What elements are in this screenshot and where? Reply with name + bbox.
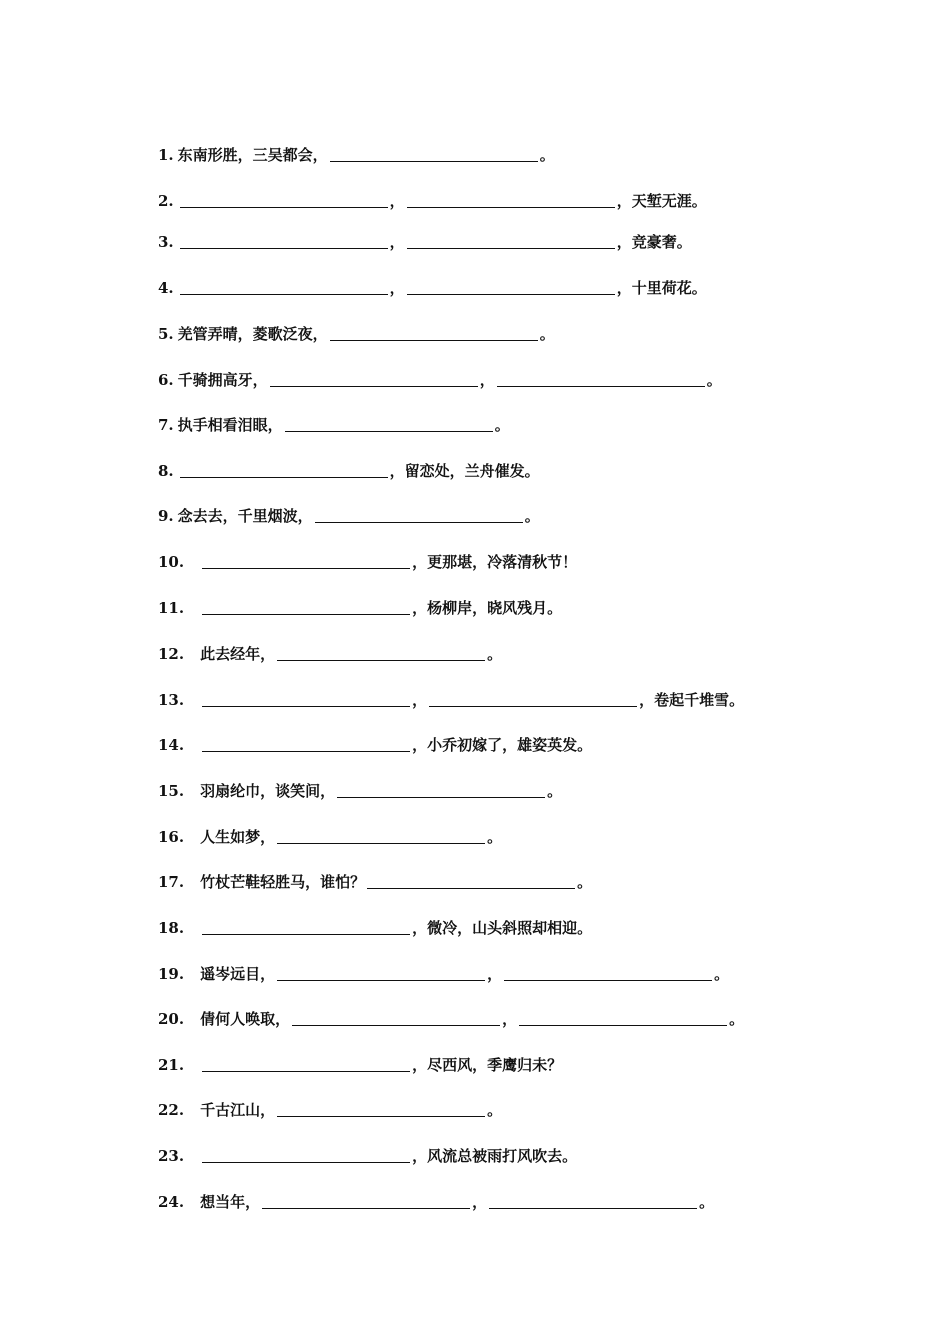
- answer-blank[interactable]: [202, 690, 410, 707]
- question-number: 12.: [158, 645, 185, 663]
- answer-blank[interactable]: [407, 191, 615, 208]
- answer-blank[interactable]: [367, 872, 575, 889]
- question-number: 15.: [158, 782, 185, 800]
- question-text: 羌管弄晴，菱歌泛夜，: [177, 325, 328, 343]
- question-number: 3.: [158, 233, 174, 251]
- question-text: 人生如梦，: [200, 828, 276, 846]
- question-text: ，卷起千堆雪。: [639, 691, 745, 709]
- question-text: 。: [494, 416, 510, 434]
- question-text: ，: [502, 1010, 518, 1028]
- question-number: 22.: [158, 1101, 185, 1119]
- question-number: 13.: [158, 691, 185, 709]
- question-item: [158, 1007, 744, 1031]
- answer-blank[interactable]: [270, 370, 478, 387]
- answer-blank[interactable]: [262, 1192, 470, 1209]
- answer-blank[interactable]: [202, 918, 410, 935]
- question-text: ，竞豪奢。: [616, 233, 692, 251]
- question-text: ，: [389, 192, 405, 210]
- answer-blank[interactable]: [277, 964, 485, 981]
- question-text: ，十里荷花。: [616, 279, 707, 297]
- answer-blank[interactable]: [489, 1192, 697, 1209]
- question-text: 东南形胜，三吴都会，: [177, 146, 328, 164]
- question-item: [158, 779, 562, 803]
- question-text: 千骑拥高牙，: [177, 371, 268, 389]
- answer-blank[interactable]: [277, 827, 485, 844]
- question-number: 1.: [158, 146, 174, 164]
- answer-blank[interactable]: [519, 1009, 727, 1026]
- question-item: [158, 413, 510, 437]
- answer-blank[interactable]: [180, 191, 388, 208]
- answer-blank[interactable]: [407, 232, 615, 249]
- question-number: 18.: [158, 919, 185, 937]
- answer-blank[interactable]: [202, 1146, 410, 1163]
- question-item: [158, 550, 577, 574]
- question-item: [158, 230, 692, 254]
- question-text: ，: [389, 233, 405, 251]
- answer-blank[interactable]: [337, 781, 545, 798]
- answer-blank[interactable]: [330, 324, 538, 341]
- question-text: ，更那堪，冷落清秋节！: [412, 553, 578, 571]
- question-text: 想当年，: [200, 1193, 261, 1211]
- question-text: 。: [539, 146, 555, 164]
- question-item: [158, 143, 555, 167]
- question-text: ，天堑无涯。: [616, 192, 707, 210]
- question-item: [158, 688, 744, 712]
- question-item: [158, 1053, 562, 1077]
- answer-blank[interactable]: [202, 735, 410, 752]
- question-text: ，杨柳岸，晓风残月。: [412, 599, 563, 617]
- answer-blank[interactable]: [429, 690, 637, 707]
- question-number: 4.: [158, 279, 174, 297]
- answer-blank[interactable]: [277, 644, 485, 661]
- question-item: [158, 504, 540, 528]
- answer-blank[interactable]: [202, 1055, 410, 1072]
- question-text: 。: [729, 1010, 745, 1028]
- question-number: 19.: [158, 965, 185, 983]
- answer-blank[interactable]: [497, 370, 705, 387]
- question-text: 此去经年，: [200, 645, 276, 663]
- question-number: 17.: [158, 873, 185, 891]
- question-text: ，: [472, 1193, 488, 1211]
- question-text: 。: [487, 1101, 503, 1119]
- question-text: ，微冷，山头斜照却相迎。: [412, 919, 593, 937]
- question-text: 。: [706, 371, 722, 389]
- question-item: [158, 1144, 577, 1168]
- question-item: [158, 642, 502, 666]
- question-item: [158, 962, 729, 986]
- question-number: 5.: [158, 325, 174, 343]
- question-number: 11.: [158, 599, 185, 617]
- question-text: ，: [389, 279, 405, 297]
- question-number: 20.: [158, 1010, 185, 1028]
- question-number: 21.: [158, 1056, 185, 1074]
- question-text: ，小乔初嫁了，雄姿英发。: [412, 736, 593, 754]
- answer-blank[interactable]: [202, 552, 410, 569]
- question-text: 。: [714, 965, 730, 983]
- question-item: [158, 1098, 502, 1122]
- question-text: ，: [487, 965, 503, 983]
- question-number: 14.: [158, 736, 185, 754]
- answer-blank[interactable]: [407, 278, 615, 295]
- answer-blank[interactable]: [180, 232, 388, 249]
- question-number: 8.: [158, 462, 174, 480]
- question-text: 千古江山，: [200, 1101, 276, 1119]
- question-item: [158, 322, 555, 346]
- question-text: 竹杖芒鞋轻胜马，谁怕？: [200, 873, 366, 891]
- question-item: [158, 596, 562, 620]
- answer-blank[interactable]: [180, 461, 388, 478]
- question-text: 。: [487, 645, 503, 663]
- question-number: 9.: [158, 507, 174, 525]
- question-text: 。: [547, 782, 563, 800]
- question-item: [158, 459, 540, 483]
- question-item: [158, 276, 707, 300]
- answer-blank[interactable]: [504, 964, 712, 981]
- question-text: 遥岑远目，: [200, 965, 276, 983]
- question-number: 2.: [158, 192, 174, 210]
- question-text: 。: [539, 325, 555, 343]
- question-number: 24.: [158, 1193, 185, 1211]
- question-item: [158, 870, 592, 894]
- question-item: [158, 1190, 714, 1214]
- question-item: [158, 916, 592, 940]
- question-text: ，: [412, 691, 428, 709]
- answer-blank[interactable]: [292, 1009, 500, 1026]
- question-number: 16.: [158, 828, 185, 846]
- question-text: ，尽西风，季鹰归未？: [412, 1056, 563, 1074]
- question-item: [158, 825, 502, 849]
- question-number: 7.: [158, 416, 174, 434]
- answer-blank[interactable]: [315, 506, 523, 523]
- answer-blank[interactable]: [180, 278, 388, 295]
- question-text: ，: [479, 371, 495, 389]
- answer-blank[interactable]: [277, 1100, 485, 1117]
- question-text: 。: [699, 1193, 715, 1211]
- question-text: ，风流总被雨打风吹去。: [412, 1147, 578, 1165]
- question-text: ，留恋处，兰舟催发。: [389, 462, 540, 480]
- question-text: 执手相看泪眼，: [177, 416, 283, 434]
- answer-blank[interactable]: [330, 145, 538, 162]
- question-text: 。: [487, 828, 503, 846]
- question-text: 羽扇纶巾，谈笑间，: [200, 782, 336, 800]
- answer-blank[interactable]: [285, 415, 493, 432]
- question-text: 念去去，千里烟波，: [177, 507, 313, 525]
- question-item: [158, 368, 722, 392]
- answer-blank[interactable]: [202, 598, 410, 615]
- question-item: [158, 189, 707, 213]
- question-number: 23.: [158, 1147, 185, 1165]
- question-item: [158, 733, 592, 757]
- question-text: 倩何人唤取，: [200, 1010, 291, 1028]
- question-text: 。: [524, 507, 540, 525]
- question-text: 。: [577, 873, 593, 891]
- question-number: 6.: [158, 371, 174, 389]
- question-number: 10.: [158, 553, 185, 571]
